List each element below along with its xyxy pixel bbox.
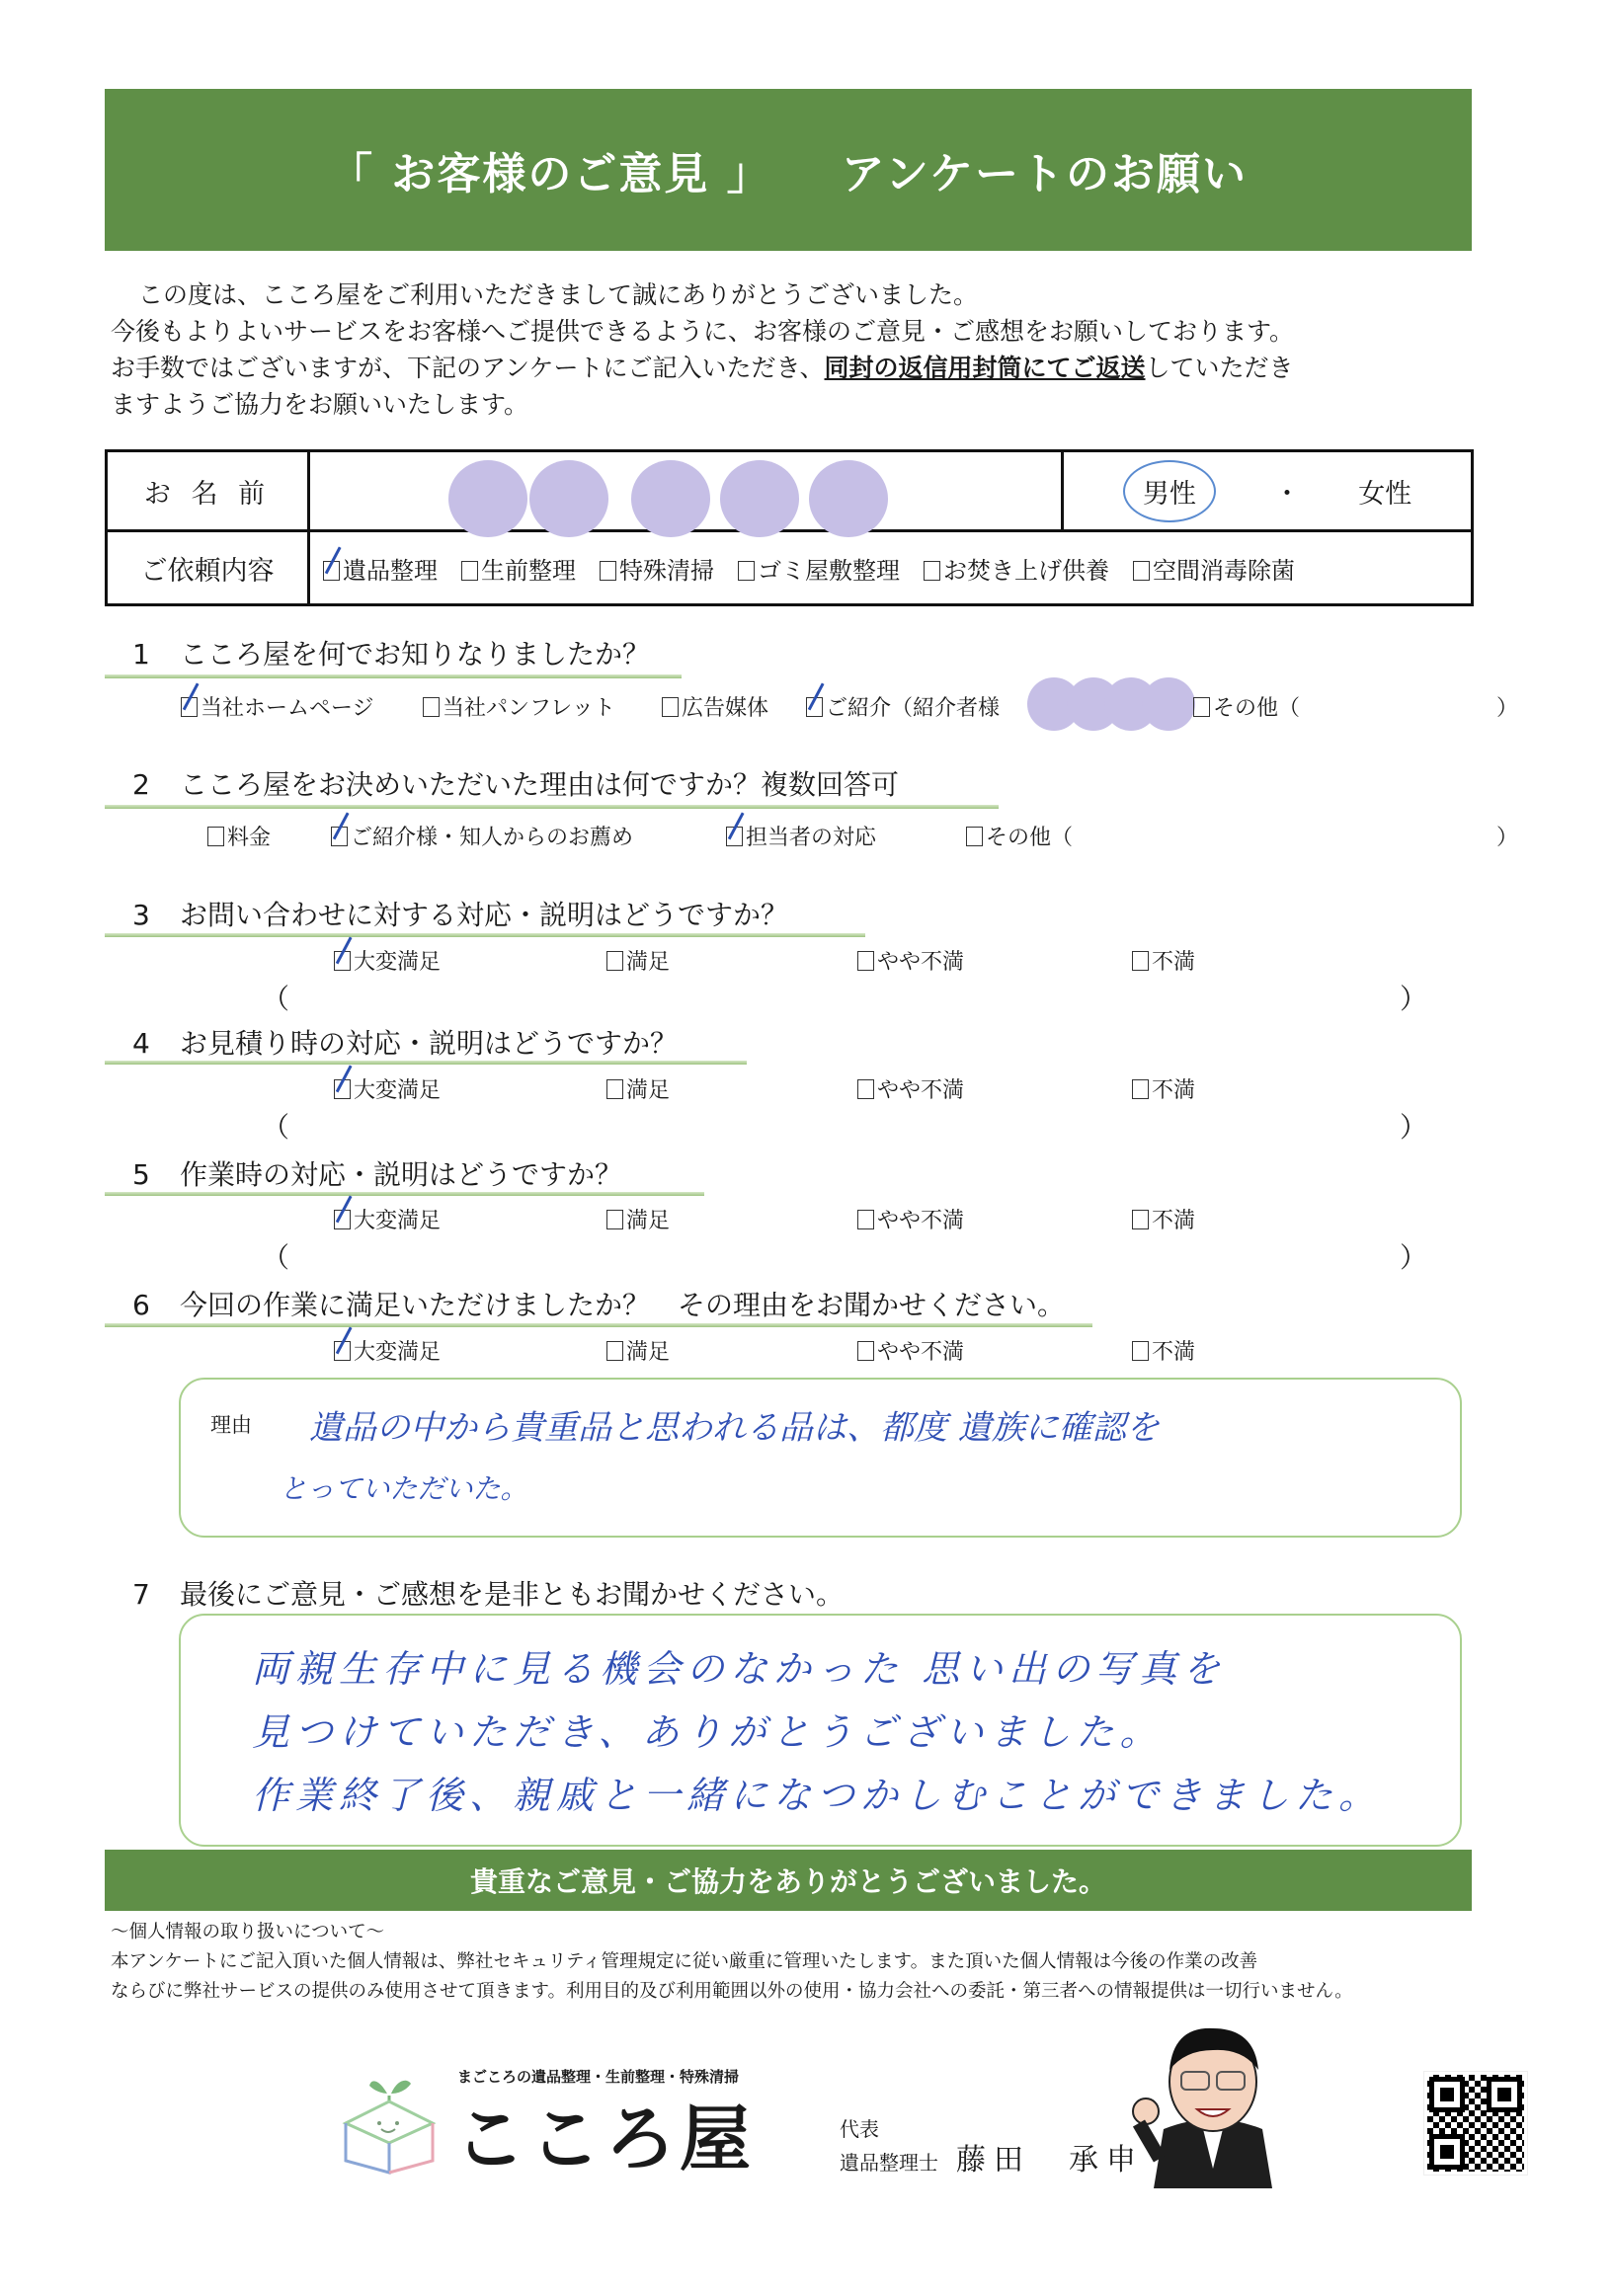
question-4-options [0, 1073, 1612, 1107]
checkbox-icon[interactable] [857, 951, 874, 971]
privacy-title: ～個人情報の取り扱いについて～ [111, 1922, 385, 1942]
redaction-mark [720, 460, 799, 537]
reason-handwriting [280, 1397, 1160, 1520]
q5-option-dissatisfied[interactable] [1132, 1204, 1195, 1234]
close-paren: ） [1399, 1111, 1427, 1144]
request-option-ihin[interactable] [323, 551, 438, 586]
redaction-mark [448, 460, 527, 537]
close-paren: ） [1399, 1241, 1427, 1274]
q1-option-pamphlet[interactable] [423, 691, 615, 722]
comment-line: 両親生存中に見る機会のなかった 思い出の写真を [252, 1647, 1227, 1691]
checkbox-icon[interactable] [606, 1341, 623, 1361]
gender-option-female[interactable]: 女性 [1358, 478, 1412, 510]
reason-label: 理由 [210, 1413, 252, 1437]
comment-line: 見つけていただき、ありがとうございました。 [252, 1710, 1164, 1754]
q1-option-homepage[interactable] [181, 691, 374, 722]
redaction-mark [1142, 677, 1195, 731]
survey-header [105, 89, 1472, 251]
checkbox-icon[interactable] [857, 1341, 874, 1361]
close-paren: ） [1496, 826, 1519, 850]
question-6-title [132, 1284, 1065, 1323]
q3-option-very-satisfied[interactable] [334, 945, 441, 976]
option-label: ご紹介（紹介者様 [826, 696, 1001, 721]
question-3-options [0, 945, 1612, 979]
header-title-right: アンケートのお願い [841, 149, 1248, 199]
q2-option-other[interactable] [966, 821, 1073, 851]
option-label: 不満 [1152, 1340, 1196, 1365]
question-underline [105, 1192, 704, 1196]
q4-option-dissatisfied[interactable] [1132, 1073, 1195, 1104]
checkbox-icon[interactable] [423, 697, 440, 717]
q2-option-referral[interactable] [331, 821, 633, 851]
question-1-title [132, 633, 650, 673]
thanks-banner [105, 1850, 1472, 1911]
question-number: 4 [132, 1027, 150, 1060]
question-underline [105, 805, 999, 809]
checkbox-checked-icon[interactable] [726, 827, 743, 846]
option-label: 満足 [626, 1340, 671, 1365]
request-option-seizen[interactable] [461, 551, 576, 586]
q3-option-satisfied[interactable] [606, 945, 670, 976]
q6-option-satisfied[interactable] [606, 1335, 670, 1366]
question-3-title [132, 894, 788, 933]
question-number: 5 [132, 1158, 150, 1191]
comment-line: 作業終了後、親戚と一緒になつかしむことができました。 [252, 1774, 1383, 1817]
question-text: こころ屋をお決めいただいた理由は何ですか？複数回答可 [180, 768, 900, 801]
checkbox-checked-icon[interactable] [334, 951, 351, 971]
checkbox-icon[interactable] [857, 1079, 874, 1099]
logo-tagline: まごころの遺品整理・生前整理・特殊清掃 [457, 2068, 740, 2086]
question-underline [105, 933, 865, 937]
request-option-gomi[interactable] [738, 551, 900, 586]
checkbox-icon[interactable] [1132, 1210, 1149, 1229]
option-label: 満足 [626, 1209, 671, 1233]
redaction-mark [631, 460, 710, 537]
rep-title: 代表 [840, 2117, 879, 2141]
question-7-title [132, 1573, 844, 1613]
option-label: その他（ [986, 826, 1074, 850]
option-label: ゴミ屋敷整理 [758, 556, 900, 585]
checkbox-icon[interactable] [924, 561, 940, 581]
redaction-mark [529, 460, 608, 537]
q5-option-satisfied[interactable] [606, 1204, 670, 1234]
question-text: 作業時の対応・説明はどうですか？ [180, 1158, 623, 1191]
intro-line-1: この度は、こころ屋をご利用いただきまして誠にありがとうございました。 [138, 280, 979, 309]
checkbox-icon[interactable] [461, 561, 478, 581]
rep-role: 遺品整理士 [840, 2151, 938, 2175]
info-table [105, 449, 1474, 606]
checkbox-checked-icon[interactable] [334, 1341, 351, 1361]
gender-separator: ・ [1273, 478, 1301, 510]
checkbox-checked-icon[interactable] [806, 697, 823, 717]
checkbox-icon[interactable] [1133, 561, 1150, 581]
option-label: やや不満 [877, 1078, 965, 1103]
intro-line-3-post: していただき [1145, 354, 1294, 382]
q4-option-very-satisfied[interactable] [334, 1073, 441, 1104]
checkbox-icon[interactable] [662, 697, 679, 717]
checkbox-icon[interactable] [606, 1079, 623, 1099]
option-label: 大変満足 [354, 950, 442, 975]
privacy-line: 本アンケートにご記入頂いた個人情報は、弊社セキュリティ管理規定に従い厳重に管理いたします。また頂いた個人情報は今後の作業の改善 [111, 1951, 1258, 1972]
q6-reason-box[interactable] [179, 1378, 1462, 1538]
option-label: 大変満足 [354, 1209, 442, 1233]
open-paren: （ [262, 983, 290, 1015]
close-paren: ） [1496, 696, 1519, 721]
question-text: 最後にご意見・ご感想を是非ともお聞かせください。 [180, 1578, 845, 1611]
kokoroya-logo-icon [336, 2066, 444, 2177]
question-5-title [132, 1153, 622, 1193]
checkbox-checked-icon[interactable] [181, 697, 198, 717]
q7-comment-box[interactable] [179, 1614, 1462, 1847]
question-number: 3 [132, 899, 150, 931]
question-text: こころ屋を何でお知りなりましたか？ [180, 638, 651, 671]
question-underline [105, 1323, 1092, 1327]
request-label: ご依頼内容 [107, 531, 309, 605]
close-paren: ） [1399, 983, 1427, 1015]
q5-option-very-satisfied[interactable] [334, 1204, 441, 1234]
intro-emphasis: 同封の返信用封筒にてご返送 [824, 354, 1146, 382]
request-option-tokushu[interactable] [600, 551, 714, 586]
comment-handwriting [252, 1637, 1382, 1827]
option-label: やや不満 [877, 1209, 965, 1233]
intro-line-3 [111, 350, 1294, 386]
rep-name: 藤田 承申 [956, 2143, 1144, 2177]
option-label: 不満 [1152, 950, 1196, 975]
option-label: 不満 [1152, 1078, 1196, 1103]
intro-text [111, 277, 1294, 423]
option-label: ご紹介様・知人からのお薦め [351, 826, 634, 850]
thanks-text: 貴重なご意見・ご協力をありがとうございました。 [469, 1865, 1106, 1898]
privacy-notice [111, 1918, 1353, 2007]
q1-option-ads[interactable] [662, 691, 768, 722]
option-label: 大変満足 [354, 1078, 442, 1103]
checkbox-checked-icon[interactable] [331, 827, 348, 846]
question-text: お見積り時の対応・説明はどうですか？ [180, 1027, 679, 1060]
option-label: 生前整理 [481, 556, 576, 585]
reason-line: とっていただいた。 [280, 1472, 528, 1505]
intro-line-3-pre: お手数ではございますが、下記のアンケートにご記入いただき、 [111, 354, 825, 382]
option-label: 広告媒体 [682, 696, 769, 721]
q2-option-staff[interactable] [726, 821, 876, 851]
question-number: 2 [132, 768, 150, 801]
redaction-mark [809, 460, 888, 537]
question-4-title [132, 1022, 678, 1062]
question-number: 6 [132, 1289, 150, 1321]
question-number: 7 [132, 1578, 150, 1611]
q3-option-dissatisfied[interactable] [1132, 945, 1195, 976]
checkbox-checked-icon[interactable] [323, 561, 340, 581]
checkbox-icon[interactable] [738, 561, 755, 581]
option-label: やや不満 [877, 1340, 965, 1365]
q4-option-satisfied[interactable] [606, 1073, 670, 1104]
q4-comment-field[interactable] [262, 1106, 1427, 1146]
option-label: 担当者の対応 [746, 826, 877, 850]
open-paren: （ [262, 1241, 290, 1274]
question-6-options [0, 1335, 1612, 1369]
question-2-title [132, 763, 899, 803]
option-label: お焚き上げ供養 [943, 556, 1109, 585]
intro-line-4: ますようご協力をお願いいたします。 [111, 390, 529, 419]
qr-code-icon[interactable] [1424, 2072, 1527, 2175]
q6-option-dissatisfied[interactable] [1132, 1335, 1195, 1366]
header-title-left: 「 お客様のご意見 」 [329, 149, 772, 199]
q3-comment-field[interactable] [262, 978, 1427, 1017]
checkbox-checked-icon[interactable] [334, 1079, 351, 1099]
option-label: やや不満 [877, 950, 965, 975]
gender-option-male[interactable]: 男性 [1123, 460, 1216, 522]
question-underline [105, 1061, 747, 1065]
question-text: お問い合わせに対する対応・説明はどうですか？ [180, 899, 789, 931]
checkbox-icon[interactable] [1132, 1341, 1149, 1361]
checkbox-icon[interactable] [1132, 951, 1149, 971]
question-2-options [0, 821, 1612, 854]
option-label: 遺品整理 [343, 556, 438, 585]
open-paren: （ [262, 1111, 290, 1144]
option-label: 空間消毒除菌 [1153, 556, 1295, 585]
option-label: 料金 [227, 826, 272, 850]
checkbox-icon[interactable] [857, 1210, 874, 1229]
q4-option-somewhat-dissatisfied[interactable] [857, 1073, 964, 1104]
option-label: 満足 [626, 1078, 671, 1103]
checkbox-checked-icon[interactable] [334, 1210, 351, 1229]
checkbox-icon[interactable] [966, 827, 983, 846]
q6-option-very-satisfied[interactable] [334, 1335, 441, 1366]
option-label: 当社ホームページ [201, 696, 374, 721]
q5-comment-field[interactable] [262, 1236, 1427, 1276]
q3-option-somewhat-dissatisfied[interactable] [857, 945, 964, 976]
q1-option-other[interactable] [1193, 691, 1300, 722]
name-label: お 名 前 [107, 451, 309, 531]
intro-line-2: 今後もよりよいサービスをお客様へご提供できるように、お客様のご意見・ご感想をお願いしております。 [111, 317, 1295, 346]
q5-option-somewhat-dissatisfied[interactable] [857, 1204, 964, 1234]
reason-line: 遺品の中から貴重品と思われる品は、都度 遺族に確認を [309, 1408, 1160, 1448]
gender-field [1063, 451, 1473, 531]
checkbox-icon[interactable] [606, 1210, 623, 1229]
q6-option-somewhat-dissatisfied[interactable] [857, 1335, 964, 1366]
request-options [309, 531, 1473, 605]
checkbox-icon[interactable] [1132, 1079, 1149, 1099]
question-5-options [0, 1204, 1612, 1237]
q1-option-referral[interactable] [806, 691, 1000, 722]
checkbox-icon[interactable] [1193, 697, 1210, 717]
option-label: 満足 [626, 950, 671, 975]
logo-name: こころ屋 [454, 2098, 756, 2180]
question-underline [105, 674, 682, 678]
question-number: 1 [132, 638, 150, 671]
checkbox-icon[interactable] [606, 951, 623, 971]
representative-caricature-icon [1094, 2020, 1331, 2188]
option-label: 不満 [1152, 1209, 1196, 1233]
request-option-shodoku[interactable] [1133, 551, 1295, 586]
name-field[interactable] [309, 451, 1063, 531]
request-option-otakiage[interactable] [924, 551, 1109, 586]
option-label: その他（ [1213, 696, 1301, 721]
q2-option-price[interactable] [207, 821, 271, 851]
question-1-options [0, 691, 1612, 725]
checkbox-icon[interactable] [207, 827, 224, 846]
question-text: 今回の作業に満足いただけましたか？ その理由をお聞かせください。 [180, 1289, 1066, 1321]
option-label: 当社パンフレット [443, 696, 615, 721]
checkbox-icon[interactable] [600, 561, 616, 581]
option-label: 大変満足 [354, 1340, 442, 1365]
option-label: 特殊清掃 [619, 556, 714, 585]
privacy-line: ならびに弊社サービスの提供のみ使用させて頂きます。利用目的及び利用範囲以外の使用・協力会社への委託・第三者への情報提供は一切行いません。 [111, 1981, 1353, 2002]
